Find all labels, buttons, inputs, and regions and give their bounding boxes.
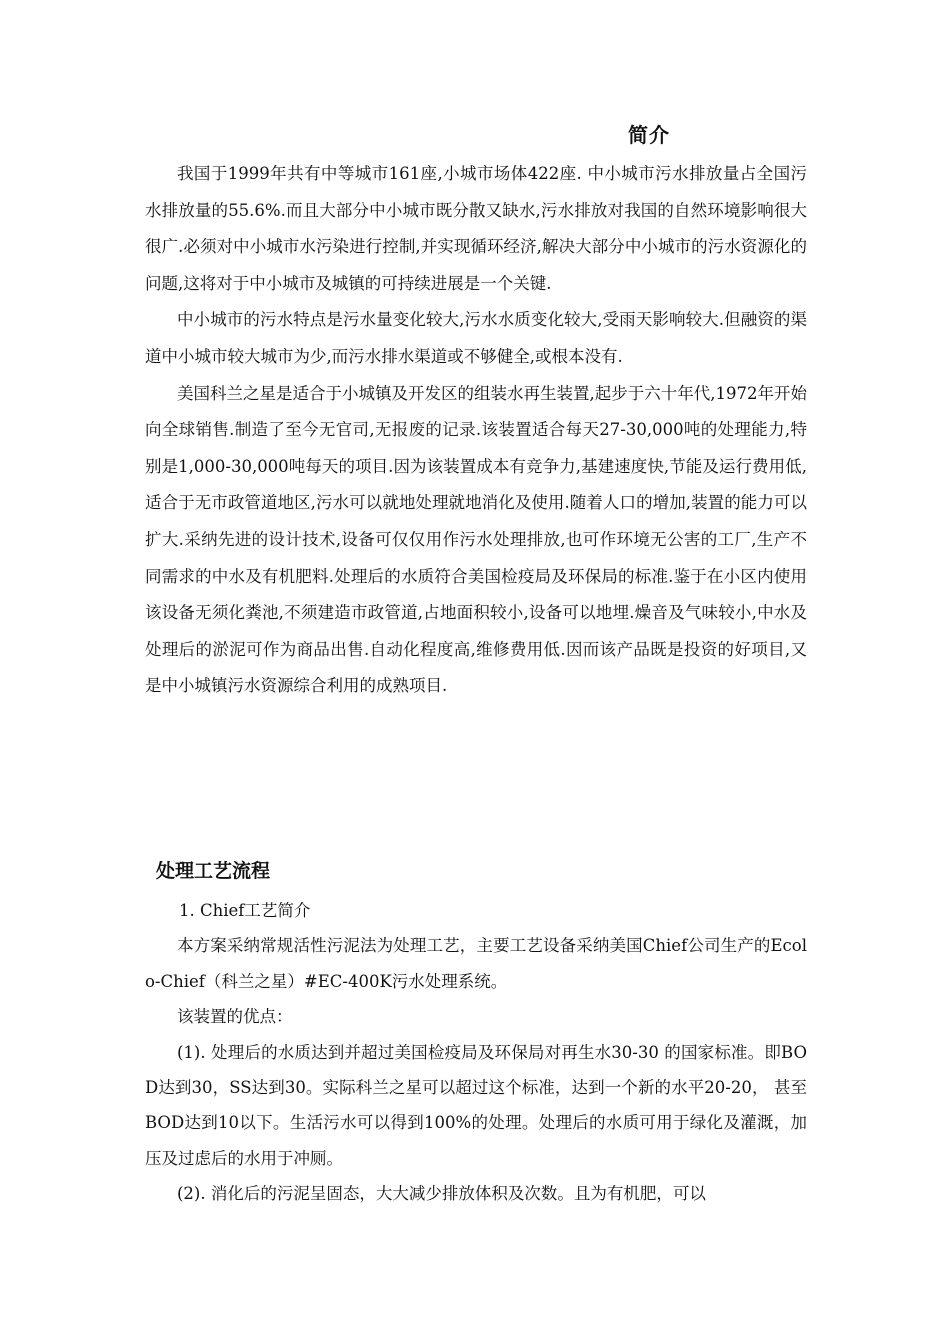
intro-section — [145, 156, 807, 705]
process-paragraph: (2). 消化后的污泥呈固态，大大减少排放体积及次数。且为有机肥，可以 — [177, 1184, 706, 1204]
intro-paragraph: 美国科兰之星是适合于小城镇及开发区的组装水再生装置,起步于六十年代,1972年开始向全球销售.制造了至今无官司,无报废的记录.该装置适合每天27-30,000吨的处理能力,特别是1,000-30,000吨每天的项目.因为该装置成本有竞争力,基建速度快,节能及运行费用低,适合于无市政管道地区,污水可以就地处理就地消化及使用.随着人口的增加,装置的能力可以扩大.采纳先进的设计技术,设备可仅仅用作污水处理排放,也可作环境无公害的工厂,生产不同需求的中水及有机肥料.处理后的水质符合美国检疫局及环保局的标准.鉴于在小区内使用该设备无须化粪池,不须建造市政管道,占地面积较小,设备可以地埋.燥音及气味较小,中水及处理后的淤泥可作为商品出售.自动化程度高,维修费用低.因而该产品既是投资的好项目,又是中小城镇污水资源综合利用的成熟项目. — [145, 383, 807, 696]
section-heading: 处理工艺流程 — [156, 860, 271, 882]
process-section — [145, 893, 807, 1212]
page-title: 简介 — [628, 123, 670, 147]
item-title: 1. Chief工艺简介 — [179, 901, 311, 920]
process-paragraph: 本方案采纳常规活性污泥法为处理工艺，主要工艺设备采纳美国Chief公司生产的Ecolo-Chief（科兰之星）#EC-400K污水处理系统。 — [145, 936, 807, 991]
process-paragraph: 该装置的优点： — [177, 1007, 293, 1027]
process-paragraph: (1). 处理后的水质达到并超过美国检疫局及环保局对再生水30-30 的国家标准。即BOD达到30，SS达到30。实际科兰之星可以超过这个标准，达到一个新的水平20-20， 甚至BOD达到10以下。生活污水可以得到100%的处理。处理后的水质可用于绿化及灌溉，加压及过虑后的水用于冲厕。 — [145, 1042, 807, 1168]
intro-paragraph: 我国于1999年共有中等城市161座,小城市场体422座. 中小城市污水排放量占全国污水排放量的55.6%.而且大部分中小城市既分散又缺水,污水排放对我国的自然环境影响很大很广.必须对中小城市水污染进行控制,并实现循环经济,解决大部分中小城市的污水资源化的问题,这将对于中小城市及城镇的可持续进展是一个关键. — [145, 164, 807, 293]
intro-paragraph: 中小城市的污水特点是污水量变化较大,污水水质变化较大,受雨天影响较大.但融资的渠道中小城市较大城市为少,而污水排水渠道或不够健全,或根本没有. — [145, 310, 807, 366]
